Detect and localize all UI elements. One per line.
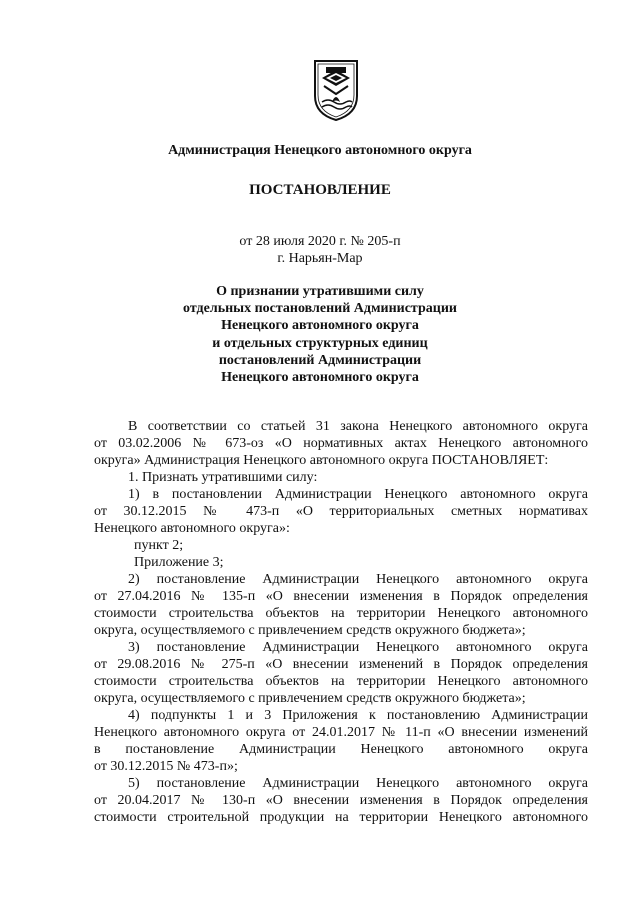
- body-line: от 03.02.2006 № 673-оз «О нормативных актах Ненецкого автономного: [94, 436, 588, 451]
- body-line: 2) постановление Администрации Ненецкого автономного округа: [128, 572, 588, 587]
- body-line: В соответствии со статьей 31 закона Ненецкого автономного округа: [128, 419, 588, 434]
- title-line: и отдельных структурных единиц: [212, 335, 428, 351]
- body-line: округа, осуществляемого с привлечением средств окружного бюджета»;: [94, 691, 526, 706]
- document-body: [94, 418, 588, 826]
- body-line: 1. Признать утратившими силу:: [128, 470, 318, 485]
- body-line: от 29.08.2016 № 275-п «О внесении изменений в Порядок определения: [94, 657, 588, 672]
- coat-of-arms-icon: [312, 58, 360, 122]
- title-line: О признании утратившими силу: [216, 284, 424, 299]
- body-line: 3) постановление Администрации Ненецкого автономного округа: [128, 640, 588, 655]
- body-line: Ненецкого автономного округа от 24.01.2017 № 11-п «О внесении изменений: [94, 725, 588, 740]
- body-line: Ненецкого автономного округа»:: [94, 521, 290, 536]
- body-line: от 30.12.2015 № 473-п «О территориальных сметных нормативах: [94, 504, 588, 519]
- title-line: отдельных постановлений Администрации: [183, 301, 457, 317]
- body-line: в постановление Администрации Ненецкого автономного округа: [94, 742, 588, 757]
- document-date-number: от 28 июля 2020 г. № 205-п: [239, 234, 401, 249]
- title-line: постановлений Администрации: [218, 352, 422, 368]
- body-line: от 20.04.2017 № 130-п «О внесении изменения в Порядок определения: [94, 793, 588, 808]
- body-line: стоимости строительной продукции на территории Ненецкого автономного: [94, 810, 588, 825]
- body-line: округа» Администрация Ненецкого автономного округа ПОСТАНОВЛЯЕТ:: [94, 453, 549, 468]
- document-title: [0, 283, 640, 386]
- body-line: стоимости строительства объектов на территории Ненецкого автономного: [94, 674, 588, 689]
- body-line: от 27.04.2016 № 135-п «О внесении изменения в Порядок определения: [94, 589, 588, 604]
- body-line: 4) подпункты 1 и 3 Приложения к постановлению Администрации: [128, 708, 588, 723]
- organization-name: Администрация Ненецкого автономного округа: [168, 143, 472, 158]
- document-type: ПОСТАНОВЛЕНИЕ: [249, 182, 391, 198]
- body-line: округа, осуществляемого с привлечением средств окружного бюджета»;: [94, 623, 526, 638]
- body-line: пункт 2;: [134, 538, 184, 553]
- body-line: стоимости строительства объектов на территории Ненецкого автономного: [94, 606, 588, 621]
- body-line: 1) в постановлении Администрации Ненецкого автономного округа: [128, 487, 588, 502]
- title-line: Ненецкого автономного округа: [221, 318, 419, 334]
- body-line: от 30.12.2015 № 473-п»;: [94, 759, 238, 774]
- body-line: 5) постановление Администрации Ненецкого автономного округа: [128, 776, 588, 791]
- body-line: Приложение 3;: [134, 555, 224, 570]
- title-line: Ненецкого автономного округа: [221, 370, 419, 386]
- document-place: г. Нарьян-Мар: [277, 251, 363, 266]
